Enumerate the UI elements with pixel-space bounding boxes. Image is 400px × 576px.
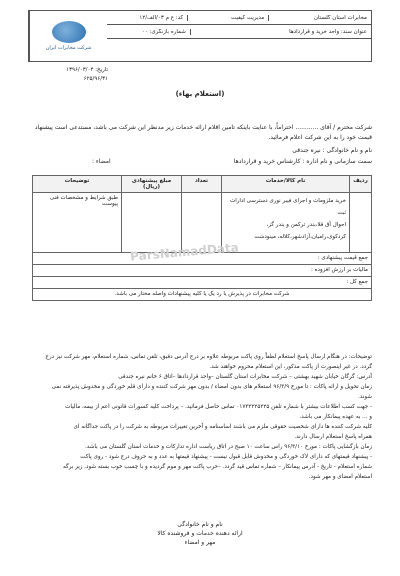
logo-text: شرکت مخابرات ایران [45,45,92,51]
col-qty: تعداد [182,176,222,193]
document-header [28,10,372,62]
note-line: زمان تحویل و ارائه پاکات : تا مورخ ۹۶/۳/۹ استعلام های بدون امضاء / بدون مهر شرکت کننده و دارای قلم خوردگی و مخدوش پذیرفته نمی [51,384,372,390]
logo-mark-icon [52,21,86,43]
doc-title: عنوان سند: واحد خرید و قراردادها [190,29,371,35]
row-desc: طبق شرایط و مشخصات فنی پیوست [33,193,122,253]
note-line: و ... به عهده پیمانکار می باشد. [299,414,372,420]
note-line: - جهت کسب اطلاعات بیشتر با شماره تلفن ۰۱۷۳۲۲۲۵۲۲۵ تماس حاصل فرمائید. – پرداخت کلیه کسورات قانونی اعم از بیمه، مالیات [65,404,372,410]
notes-block [32,352,372,482]
col-desc: توضیحات [33,176,122,193]
note-line: توضیحات: در هنگام ارسال پاسخ استعلام لطفاً روی پاکت مربوطه علاوه بر درج آدرس دقیق، تلفن تماس، شماره استعلام، مهر شرکت نیز درج [45,354,372,360]
header-row-2 [107,25,371,39]
col-index: ردیف [350,176,372,193]
footer-note: شرکت مخابرات در پذیرش یا رد یک یا کلیه پیشنهادات واصله مختار می باشد. [33,289,372,301]
company-name: مخابرات استان گلستان [268,15,371,21]
page-title: (استعلام بهاء) [175,90,225,98]
col-price: مبلغ پیشنهادی (ریال) [122,176,182,193]
sum-row [33,277,372,289]
header-row-1 [107,11,371,25]
signature-role: ارائه دهنده خدمات و فروشنده کالا [157,530,243,537]
vat-row [33,265,372,277]
row-item [222,193,350,253]
note-line: استعلام امضای و مهر شود. [308,474,372,480]
note-line: کلیه شرکت کننده ها دارای شخصیت حقوقی ملزم می باشند اساسنامه و آخرین تغییرات مربوطه به شرکت را در پاکت جداگانه ای [73,424,372,430]
col-item: نام کالا/خدمات [222,176,350,193]
note-line: همراه پاسخ استعلام ارسال دارند. [294,434,372,440]
registry-number: شماره بازنگری: ۰۰ [141,28,186,35]
contact-org: سمت سازمانی و نام اداره : کارشناس خرید و قراردادها [233,158,372,165]
footer-note-row [33,289,372,301]
row-price [122,193,182,253]
note-line: - پیشنهاد قیمتهای که دارای لاک خوردگی و مخدوش قابل قبول نیست - پیشنهاد قیمتها به عدد و به حروف درج شود - روی پاکت [80,454,372,460]
row-item-line-3: کردکوی،رامیان،آزادشهر،کلاله، مینودشت [254,234,346,240]
letter-number: ۶۲۵/۹۶/۳۱ [83,76,108,82]
total-label: جمع قیمت پیشنهادی : [33,253,372,265]
note-line: زمان بازگشایی پاکات : مورخ ۹۶/۳/۱۰ راس ساعت ۱۰ صبح در اتاق ریاست اداره تدارکات و خدمات استان گلستان می باشد. [85,444,372,450]
date-field: تاریخ: ۱۳۹۶/۰۳/۰۴ [66,67,108,73]
department: مدیریت کیفیت [187,15,268,21]
signature-name: نام و نام خانوادگی [177,521,223,528]
note-line: آدرس: گرگان خیابان شهید بهشتی – شرکت مخابرات استان گلستان –واحد قراردادها –اتاق ۶ خانم نیره جندقی [118,374,372,380]
sum-label: جمع کل : [33,277,372,289]
note-line: شوند. [358,394,372,400]
header-fields [107,11,371,61]
signature-label: امضاء : [92,158,111,165]
row-item-line-1: خرید ملزومات و اجرای فیبر نوری دسترسی ادارات ثبت [230,198,346,216]
note-line: گردد. در غیر اینصورت از پاکت مذکور، این استعلام محروم خواهند شد. [209,364,372,370]
intro-line-1: شرکت محترم / آقای ............ احتراماً، با عنایت باینکه تامین اقلام ارائه خدمات زیر مدنظر این شرکت می باشد، مستدعی است پیشنهاد [34,124,372,131]
doc-code: کد: ع م ۰۳/الف/۱۲ [139,14,184,21]
signature-stamp: مهر و امضاء [184,539,216,546]
table-header-row [33,176,372,193]
note-line: شماره استعلام - تاریخ - آدرس پیمانکار – شماره تماس قید گردد. –حرب پاکت مهر و موم گردیده و با چسب خوب بسته شود. زیر برگه [63,464,372,470]
row-item-line-2: احوال آق قلا،بندر ترکمن و بندر گز، [266,222,346,228]
watermark: ParsNamadData [129,240,240,264]
date-block [28,66,108,84]
intro-line-2: قیمت خود را به این شرکت اعلام فرمائید. [268,134,372,141]
signature-block [140,520,260,547]
row-index [350,193,372,253]
items-table [32,175,372,301]
header-row-3 [107,39,371,61]
company-logo [29,11,107,61]
vat-label: مالیات بر ارزش افزوده : [33,265,372,277]
contact-org-row [32,158,372,166]
contact-name: نام و نام خانوادگی : نیره جندقی [292,147,372,154]
